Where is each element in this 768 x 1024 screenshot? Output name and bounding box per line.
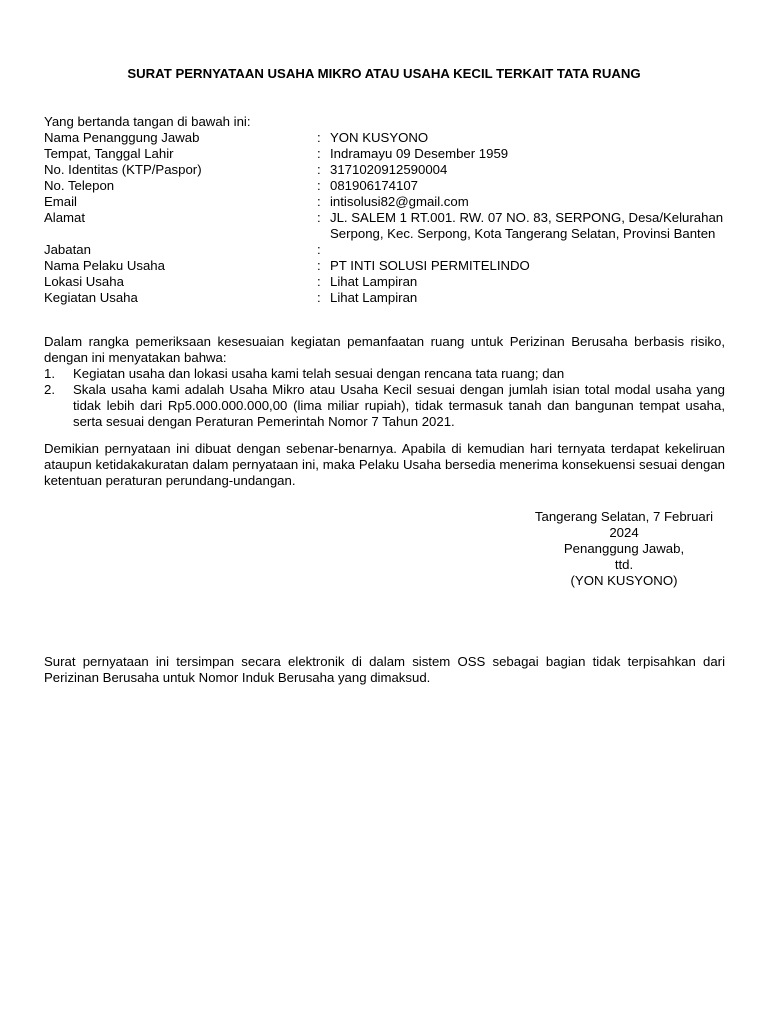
field-colon: :	[317, 162, 321, 177]
signature-ttd: ttd.	[614, 557, 634, 572]
field-row-no-identitas	[44, 162, 724, 178]
field-row-tempat-tanggal-lahir	[44, 146, 724, 162]
field-value: Indramayu 09 Desember 1959	[330, 146, 509, 161]
intro-text: Yang bertanda tangan di bawah ini:	[44, 114, 251, 129]
field-label: Nama Pelaku Usaha	[44, 258, 165, 273]
field-label: Email	[44, 194, 77, 209]
document-title: SURAT PERNYATAAN USAHA MIKRO ATAU USAHA KECIL TERKAIT TATA RUANG	[127, 66, 641, 81]
signature-name: (YON KUSYONO)	[570, 573, 678, 588]
field-value: YON KUSYONO	[330, 130, 429, 145]
field-value: Lihat Lampiran	[330, 274, 418, 289]
statement-number: 2.	[44, 382, 55, 397]
field-value: JL. SALEM 1 RT.001. RW. 07 NO. 83, SERPONG, Desa/Kelurahan Serpong, Kec. Serpong, Kota Tangerang Selatan, Provinsi Banten	[330, 210, 724, 241]
statement-item	[44, 366, 725, 382]
field-label: Tempat, Tanggal Lahir	[44, 146, 174, 161]
field-label: Jabatan	[44, 242, 91, 257]
field-colon: :	[317, 210, 321, 225]
field-row-kegiatan-usaha	[44, 290, 724, 306]
field-row-nama-pelaku-usaha	[44, 258, 724, 274]
field-colon: :	[317, 274, 321, 289]
closing-paragraph: Demikian pernyataan ini dibuat dengan sebenar-benarnya. Apabila di kemudian hari ternyata terdapat kekeliruan ataupun ketidakakuratan dalam pernyataan ini, maka Pelaku Usaha bersedia menerima konsekuensi sesuai dengan ketentuan peraturan perundang-undangan.	[44, 441, 725, 488]
field-row-lokasi-usaha	[44, 274, 724, 290]
signature-role: Penanggung Jawab,	[563, 541, 685, 556]
statement-section	[44, 334, 725, 430]
field-label: No. Identitas (KTP/Paspor)	[44, 162, 202, 177]
statement-text: Kegiatan usaha dan lokasi usaha kami telah sesuai dengan rencana tata ruang; dan	[73, 366, 565, 381]
field-label: Alamat	[44, 210, 86, 225]
field-row-no-telepon	[44, 178, 724, 194]
field-value: intisolusi82@gmail.com	[330, 194, 469, 209]
footer-note: Surat pernyataan ini tersimpan secara elektronik di dalam sistem OSS sebagai bagian tidak terpisahkan dari Perizinan Berusaha untuk Nomor Induk Berusaha yang dimaksud.	[44, 654, 725, 685]
field-row-nama-penanggung-jawab	[44, 130, 724, 146]
field-label: Lokasi Usaha	[44, 274, 124, 289]
field-colon: :	[317, 146, 321, 161]
field-value: PT INTI SOLUSI PERMITELINDO	[330, 258, 530, 273]
field-value: 3171020912590004	[330, 162, 448, 177]
field-colon: :	[317, 194, 321, 209]
statement-item	[44, 382, 725, 430]
signature-place-date: Tangerang Selatan, 7 Februari	[534, 509, 714, 524]
field-row-alamat	[44, 210, 724, 242]
field-colon: :	[317, 130, 321, 145]
field-label: Kegiatan Usaha	[44, 290, 138, 305]
signature-year: 2024	[609, 525, 639, 540]
field-row-jabatan	[44, 242, 724, 258]
field-value: 081906174107	[330, 178, 419, 193]
field-label: Nama Penanggung Jawab	[44, 130, 200, 145]
field-colon: :	[317, 242, 321, 257]
identity-fields	[44, 130, 724, 306]
field-label: No. Telepon	[44, 178, 115, 193]
statement-number: 1.	[44, 366, 55, 381]
statement-intro: Dalam rangka pemeriksaan kesesuaian kegiatan pemanfaatan ruang untuk Perizinan Berusaha berbasis risiko, dengan ini menyatakan bahwa:	[44, 334, 725, 365]
field-row-email	[44, 194, 724, 210]
field-value: Lihat Lampiran	[330, 290, 418, 305]
signature-block	[512, 509, 736, 589]
field-colon: :	[317, 290, 321, 305]
field-colon: :	[317, 258, 321, 273]
field-colon: :	[317, 178, 321, 193]
statement-text: Skala usaha kami adalah Usaha Mikro atau Usaha Kecil sesuai dengan jumlah isian total modal usaha yang tidak lebih dari Rp5.000.000.000,00 (lima miliar rupiah), tidak termasuk tanah dan bangunan tempat usaha, serta sesuai dengan Peraturan Pemerintah Nomor 7 Tahun 2021.	[73, 382, 725, 429]
